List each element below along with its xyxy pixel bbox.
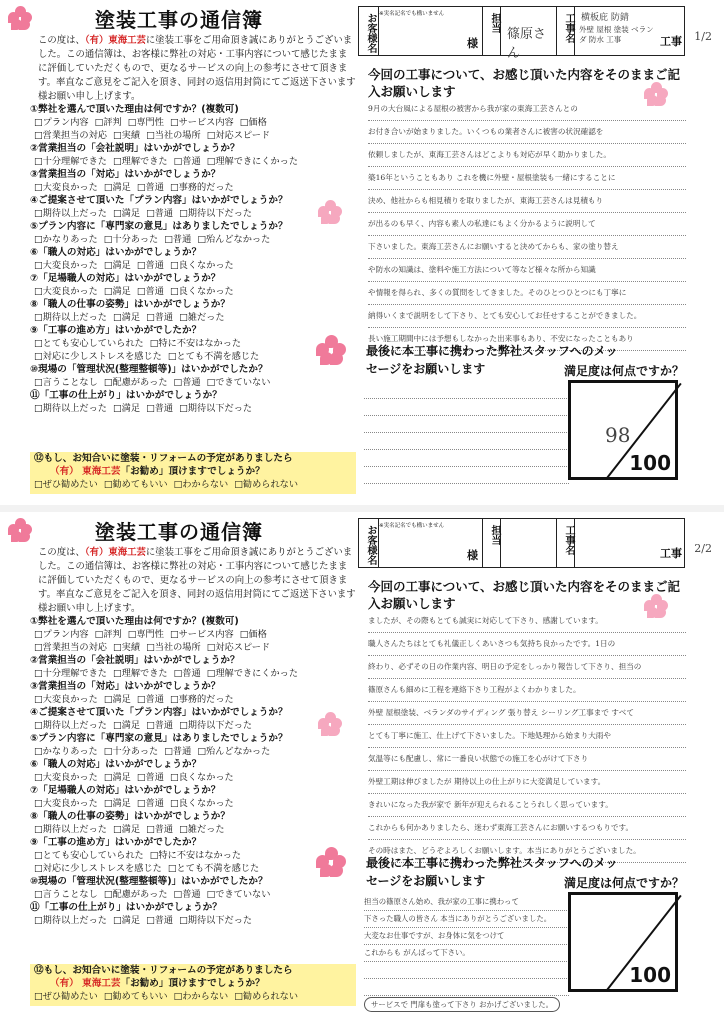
answer-options [30,888,356,901]
answer-checkbox[interactable]: □言うことなし [34,377,98,388]
answer-checkbox[interactable]: □期待以下だった [179,403,253,414]
report-card-sheet-2 [0,512,724,1017]
answer-checkbox[interactable]: □サービス内容 [169,117,234,128]
question-label: ③営業担当の「対応」はいかがでしょうか？ [30,681,221,692]
answer-checkbox[interactable]: □雑だった [179,312,225,323]
customer-header: ※実名記名でも構いません お客様名 様 担当 工事名 工事 [358,518,685,568]
answer-checkbox[interactable]: □良くなかった [169,772,234,783]
handwritten-line: 篠原さんも細めに工程を連絡下さり工程がよくわかりました。 [368,679,686,702]
answer-checkbox[interactable]: □実績 [113,642,141,653]
message-line [364,962,569,979]
answer-checkbox[interactable]: □大変良かった [34,798,98,809]
answer-checkbox[interactable]: □期待以下だった [179,720,253,731]
question-label: ②営業担当の「会社説明」はいかがでしょうか？ [30,143,240,154]
answer-checkbox[interactable]: □普通 [146,720,174,731]
answer-checkbox[interactable]: □できていない [206,889,271,900]
answer-checkbox[interactable]: □できていない [206,377,271,388]
answer-checkbox[interactable]: □ぜひ勧めたい [34,479,98,490]
answer-checkbox[interactable]: □専門性 [127,117,164,128]
answer-options [30,129,356,142]
form-title: 塗装工事の通信簿 [95,8,263,32]
question-label: ⑨「工事の進め方」はいかがでしたか？ [30,325,202,336]
question-label: ⑧「職人の仕事の姿勢」はいかがでしょうか？ [30,299,230,310]
work-name-top: 横板庇 防錆 [581,13,629,23]
answer-checkbox[interactable]: □評判 [94,117,122,128]
handwritten-line: 職人さんたちはとても礼儀正しくあいさつも気持ち良かったです。1日の [368,633,686,656]
answer-checkbox[interactable]: □とても安心していられた [34,850,144,861]
answer-checkbox[interactable]: □良くなかった [169,798,234,809]
answer-options [30,628,356,641]
answer-options [30,719,356,732]
answer-checkbox[interactable]: □期待以上だった [34,824,107,835]
answer-checkbox[interactable]: □営業担当の対応 [34,130,107,141]
question-label: ⑦「足場職人の対応」はいかがでしょうか？ [30,273,221,284]
answer-checkbox[interactable]: □実績 [113,130,141,141]
answer-checkbox[interactable]: □大変良かった [34,260,98,271]
sakura-flower-icon [8,518,32,542]
satisfaction-title: 満足度は何点ですか？ [564,364,685,378]
answer-checkbox[interactable]: □普通 [136,260,164,271]
message-lines [364,382,569,484]
answer-checkbox[interactable]: □普通 [173,668,201,679]
answer-checkbox[interactable]: □価格 [239,629,267,640]
question-label: ⑧「職人の仕事の姿勢」はいかがでしょうか？ [30,811,230,822]
handwritten-line: その時はまた、どうぞよろしくお願いします。本当にありがとうございました。 [368,840,686,863]
footnote: サービスで 門扉も塗って下さり おかげございました。 [364,997,560,1012]
answer-checkbox[interactable]: □普通 [173,377,201,388]
answer-options [30,914,356,927]
handwritten-line: が出るのも早く、内容も素人の私達にもよく分かるように説明して [368,213,686,236]
message-line: 担当の篠原さん始め、我が家の工事に携わって [364,894,569,911]
answer-options [30,181,356,194]
handwritten-line: これからも何かありましたら、迷わず東海工芸さんにお願いするつもりです。 [368,817,686,840]
message-line [364,416,569,433]
question-label: ①弊社を選んで頂いた理由は何ですか？(複数可) [30,616,239,627]
comment-column [358,0,718,505]
answer-checkbox[interactable]: □普通 [146,208,174,219]
answer-checkbox[interactable]: □満足 [113,403,141,414]
answer-checkbox[interactable]: □わからない [173,991,229,1002]
question-label: ①弊社を選んで頂いた理由は何ですか？(複数可) [30,104,239,115]
answer-checkbox[interactable]: □殆んどなかった [197,234,271,245]
page-number: 1/2 [694,30,712,43]
question-label: ④ご提案させて頂いた「プラン内容」はいかがでしょうか？ [30,707,288,718]
answer-checkbox[interactable]: □評判 [94,629,122,640]
message-line [364,467,569,484]
answer-options [30,402,356,415]
answer-checkbox[interactable]: □とても不満を感じた [167,863,260,874]
answer-checkbox[interactable]: □普通 [164,234,192,245]
answer-checkbox[interactable]: □満足 [103,286,131,297]
company-name: 東海工芸 [108,547,146,558]
answer-checkbox[interactable]: □普通 [164,746,192,757]
answer-checkbox[interactable]: □良くなかった [169,260,234,271]
answer-checkbox[interactable]: □対応スピード [206,642,271,653]
question-list [30,615,356,927]
message-line [364,382,569,399]
handwritten-line: 下さいました。東海工芸さんにお願いすると決めてからも、家の塗り替え [368,236,686,259]
answer-checkbox[interactable]: □普通 [146,312,174,323]
handwritten-line: ましたが、その際もとても誠実に対応して下さり、感謝しています。 [368,610,686,633]
answer-options [30,207,356,220]
answer-checkbox[interactable]: □サービス内容 [169,629,234,640]
answer-checkbox[interactable]: □満足 [113,312,141,323]
recommend-question: ⑫もし、お知合いに塗装・リフォームの予定がありましたら （有） 東海工芸「お勧め」頂けますでしょうか？ □ぜひ勧めたい □勧めてもいい □わからない □勧められない [30,964,356,1006]
answer-checkbox[interactable]: □期待以上だった [34,915,107,926]
answer-checkbox[interactable]: □勧めてもいい [103,479,168,490]
sakura-flower-icon [318,200,342,224]
answer-checkbox[interactable]: □ぜひ勧めたい [34,991,98,1002]
question-label: ④ご提案させて頂いた「プラン内容」はいかがでしょうか？ [30,195,288,206]
answer-checkbox[interactable]: □特に不安はなかった [149,338,242,349]
message-line [364,979,569,996]
question-label: ⑥「職人の対応」はいかがでしょうか？ [30,247,202,258]
answer-checkbox[interactable]: □普通 [173,889,201,900]
satisfaction-title: 満足度は何点ですか？ [564,876,685,890]
answer-options [30,771,356,784]
work-name: 外壁 屋根 塗装 ベランダ 防水 工事 [579,25,654,44]
answer-checkbox[interactable]: □期待以上だった [34,208,107,219]
answer-checkbox[interactable]: □対応に少しストレスを感じた [34,351,162,362]
answer-checkbox[interactable]: □良くなかった [169,286,234,297]
answer-checkbox[interactable]: □わからない [173,479,229,490]
answer-checkbox[interactable]: □理解できた [113,156,168,167]
answer-checkbox[interactable]: □満足 [103,182,131,193]
answer-checkbox[interactable]: □言うことなし [34,889,98,900]
answer-options [30,376,356,389]
recommend-options [30,478,356,491]
question-label: ⑤プラン内容に「専門家の意見」はありましたでしょうか？ [30,733,288,744]
answer-checkbox[interactable]: □十分あった [103,234,159,245]
answer-checkbox[interactable]: □満足 [103,260,131,271]
company-name: 東海工芸 [108,35,146,46]
answer-checkbox[interactable]: □普通 [136,798,164,809]
impression-lines [368,610,686,863]
question-list [30,103,356,415]
answer-options [30,350,356,363]
answer-checkbox[interactable]: □営業担当の対応 [34,642,107,653]
answer-checkbox[interactable]: □勧められない [234,479,299,490]
answer-options [30,116,356,129]
answer-checkbox[interactable]: □満足 [103,772,131,783]
handwritten-line: 9月の大台風による屋根の被害から我が家の東海工芸さんとの [368,98,686,121]
answer-checkbox[interactable]: □大変良かった [34,772,98,783]
questionnaire-column [0,512,356,1017]
report-card-sheet-1 [0,0,724,505]
message-line [364,450,569,467]
answer-options [30,285,356,298]
answer-checkbox[interactable]: □専門性 [127,629,164,640]
answer-checkbox[interactable]: □期待以上だった [34,403,107,414]
answer-checkbox[interactable]: □期待以上だった [34,312,107,323]
page-divider [0,505,724,512]
answer-options [30,849,356,862]
answer-checkbox[interactable]: □事務的だった [169,694,234,705]
answer-checkbox[interactable]: □かなりあった [34,234,98,245]
answer-checkbox[interactable]: □理解できにくかった [206,668,299,679]
message-line: 下さった職人の皆さん 本当にありがとうございました。 [364,911,569,928]
answer-options [30,823,356,836]
intro-text: この度は、（有）東海工芸に塗装工事をご用命頂き誠にありがとうございました。この通信簿は、お客様に弊社の対応・工事内容について感じたままに評価していただくもので、更なるサービスの向上の参考にさせて頂きます。率直なご意見をご記入を頂き、同封の返信用封筒にてご返送下さいます様お願い申し上げます。 [38,35,356,102]
sakura-flower-icon [316,335,346,365]
question-label: ⑩現場の「管理状況(整理整頓等)」はいかがでしたか？ [30,876,268,887]
answer-checkbox[interactable]: □満足 [113,824,141,835]
handwritten-line: 築16年ということもあり これを機に外壁・屋根塗装も一緒にすることに [368,167,686,190]
answer-options [30,233,356,246]
answer-checkbox[interactable]: □勧められない [234,991,299,1002]
handwritten-line: 終わり、必ずその日の作業内容、明日の予定をしっかり報告して下さり、担当の [368,656,686,679]
answer-checkbox[interactable]: □理解できにくかった [206,156,299,167]
form-title: 塗装工事の通信簿 [95,520,263,544]
answer-checkbox[interactable]: □配慮があった [103,377,168,388]
recommend-question: ⑫もし、お知合いに塗装・リフォームの予定がありましたら （有） 東海工芸「お勧め」頂けますでしょうか？ □ぜひ勧めたい □勧めてもいい □わからない □勧められない [30,452,356,494]
message-line [364,399,569,416]
answer-checkbox[interactable]: □普通 [146,824,174,835]
answer-checkbox[interactable]: □普通 [136,694,164,705]
answer-options [30,862,356,875]
satisfaction-score: 98 [605,423,631,447]
handwritten-line: きれいになった我が家で 新年が迎えられることうれしく思っています。 [368,794,686,817]
question-label: ③営業担当の「対応」はいかがでしょうか？ [30,169,221,180]
impression-title: 今回の工事について、お感じ頂いた内容をそのままご記入お願いします [368,579,681,611]
answer-checkbox[interactable]: □当社の場所 [146,642,201,653]
handwritten-line: 依頼しましたが、東海工芸さんはどこよりも対応が早く助かりました。 [368,144,686,167]
question-label: ⑩現場の「管理状況(整理整頓等)」はいかがでしたか？ [30,364,268,375]
staff-name: 篠原さん [507,27,547,61]
customer-header: ※実名記名でも構いません お客様名 様 担当 篠原さん 工事名 横板庇 防錆 外壁 屋根 塗装 ベランダ 防水 工事 工事 [358,6,685,56]
answer-checkbox[interactable]: □価格 [239,117,267,128]
sakura-flower-icon [318,712,342,736]
answer-checkbox[interactable]: □大変良かった [34,182,98,193]
answer-checkbox[interactable]: □理解できた [113,668,168,679]
sakura-flower-icon [8,6,32,30]
answer-checkbox[interactable]: □満足 [113,720,141,731]
answer-options [30,797,356,810]
answer-checkbox[interactable]: □満足 [113,208,141,219]
page-number: 2/2 [694,542,712,555]
answer-checkbox[interactable]: □当社の場所 [146,130,201,141]
answer-checkbox[interactable]: □プラン内容 [34,629,89,640]
message-line [364,433,569,450]
handwritten-line: 外壁 屋根塗装、ベランダのサイディング 張り替え シーリング工事まで すべて [368,702,686,725]
answer-checkbox[interactable]: □配慮があった [103,889,168,900]
handwritten-line: とても丁寧に施工、仕上げて下さいました。下地処理から始まり大雨や [368,725,686,748]
handwritten-line: 納得いくまで説明をして下さり、とても安心してお任せすることができました。 [368,305,686,328]
impression-lines [368,98,686,351]
answer-checkbox[interactable]: □プラン内容 [34,117,89,128]
handwritten-line: 気温等にも配慮し、常に一番良い状態での施工を心がけて下さり [368,748,686,771]
answer-checkbox[interactable]: □期待以下だった [179,915,253,926]
answer-checkbox[interactable]: □普通 [136,286,164,297]
answer-checkbox[interactable]: □大変良かった [34,286,98,297]
satisfaction-box: 98 100 [568,380,678,480]
answer-checkbox[interactable]: □普通 [173,156,201,167]
answer-checkbox[interactable]: □対応に少しストレスを感じた [34,863,162,874]
answer-checkbox[interactable]: □期待以上だった [34,720,107,731]
answer-options [30,667,356,680]
answer-options [30,693,356,706]
answer-options [30,155,356,168]
question-label: ②営業担当の「会社説明」はいかがでしょうか？ [30,655,240,666]
satisfaction-box: 100 [568,892,678,992]
answer-checkbox[interactable]: □満足 [113,915,141,926]
question-label: ⑪「工事の仕上がり」はいかがでしょうか？ [30,902,222,913]
message-line: これからも がんばって下さい。 [364,945,569,962]
message-line: 大変なお仕事ですが、お身体に気をつけて [364,928,569,945]
message-lines [364,894,569,996]
question-label: ⑪「工事の仕上がり」はいかがでしょうか？ [30,390,222,401]
sakura-flower-icon [316,847,346,877]
answer-checkbox[interactable]: □勧めてもいい [103,991,168,1002]
question-label: ⑤プラン内容に「専門家の意見」はありましたでしょうか？ [30,221,288,232]
answer-checkbox[interactable]: □普通 [146,403,174,414]
answer-checkbox[interactable]: □大変良かった [34,694,98,705]
question-label: ⑦「足場職人の対応」はいかがでしょうか？ [30,785,221,796]
answer-options [30,745,356,758]
answer-options [30,641,356,654]
answer-checkbox[interactable]: □対応スピード [206,130,271,141]
answer-options [30,259,356,272]
answer-checkbox[interactable]: □十分理解できた [34,156,107,167]
handwritten-line: 長い施工期間中には予想もしなかった出来事もあり、不安になったこともあり [368,328,686,351]
handwritten-line: 外壁工期は伸びましたが 期待以上の仕上がりに大変満足しています。 [368,771,686,794]
answer-checkbox[interactable]: □特に不安はなかった [149,850,242,861]
answer-checkbox[interactable]: □十分あった [103,746,159,757]
message-title: 最後に本工事に携わった弊社スタッフへのメッセージをお願いします [366,856,618,888]
answer-checkbox[interactable]: □とても不満を感じた [167,351,260,362]
recommend-options [30,990,356,1003]
answer-checkbox[interactable]: □事務的だった [169,182,234,193]
message-title: 最後に本工事に携わった弊社スタッフへのメッセージをお願いします [366,344,618,376]
intro-text: この度は、（有）東海工芸に塗装工事をご用命頂き誠にありがとうございました。この通信簿は、お客様に弊社の対応・工事内容について感じたままに評価していただくもので、更なるサービスの向上の参考にさせて頂きます。率直なご意見をご記入を頂き、同封の返信用封筒にてご返送下さいます様お願い申し上げます。 [38,547,356,614]
answer-checkbox[interactable]: □雑だった [179,824,225,835]
handwritten-line: や防水の知識は、塗料や施工方法について等など様々な所から知識 [368,259,686,282]
handwritten-line: 決め、他社からも相見積りを取りましたが、東海工芸さんは見積もり [368,190,686,213]
handwritten-line: お付き合いが始まりました。いくつもの業者さんに被害の状況確認を [368,121,686,144]
questionnaire-column [0,0,356,505]
answer-checkbox[interactable]: □十分理解できた [34,668,107,679]
answer-options [30,311,356,324]
answer-checkbox[interactable]: □殆んどなかった [197,746,271,757]
question-label: ⑨「工事の進め方」はいかがでしたか？ [30,837,202,848]
comment-column [358,512,718,1017]
answer-checkbox[interactable]: □満足 [103,694,131,705]
answer-checkbox[interactable]: □とても安心していられた [34,338,144,349]
handwritten-line: や情報を得られ、多くの質問をしてきました。そのひとつひとつにも丁寧に [368,282,686,305]
impression-title: 今回の工事について、お感じ頂いた内容をそのままご記入お願いします [368,67,681,99]
answer-checkbox[interactable]: □普通 [146,915,174,926]
answer-checkbox[interactable]: □かなりあった [34,746,98,757]
answer-checkbox[interactable]: □期待以下だった [179,208,253,219]
answer-checkbox[interactable]: □満足 [103,798,131,809]
answer-checkbox[interactable]: □普通 [136,182,164,193]
answer-checkbox[interactable]: □普通 [136,772,164,783]
answer-options [30,337,356,350]
question-label: ⑥「職人の対応」はいかがでしょうか？ [30,759,202,770]
